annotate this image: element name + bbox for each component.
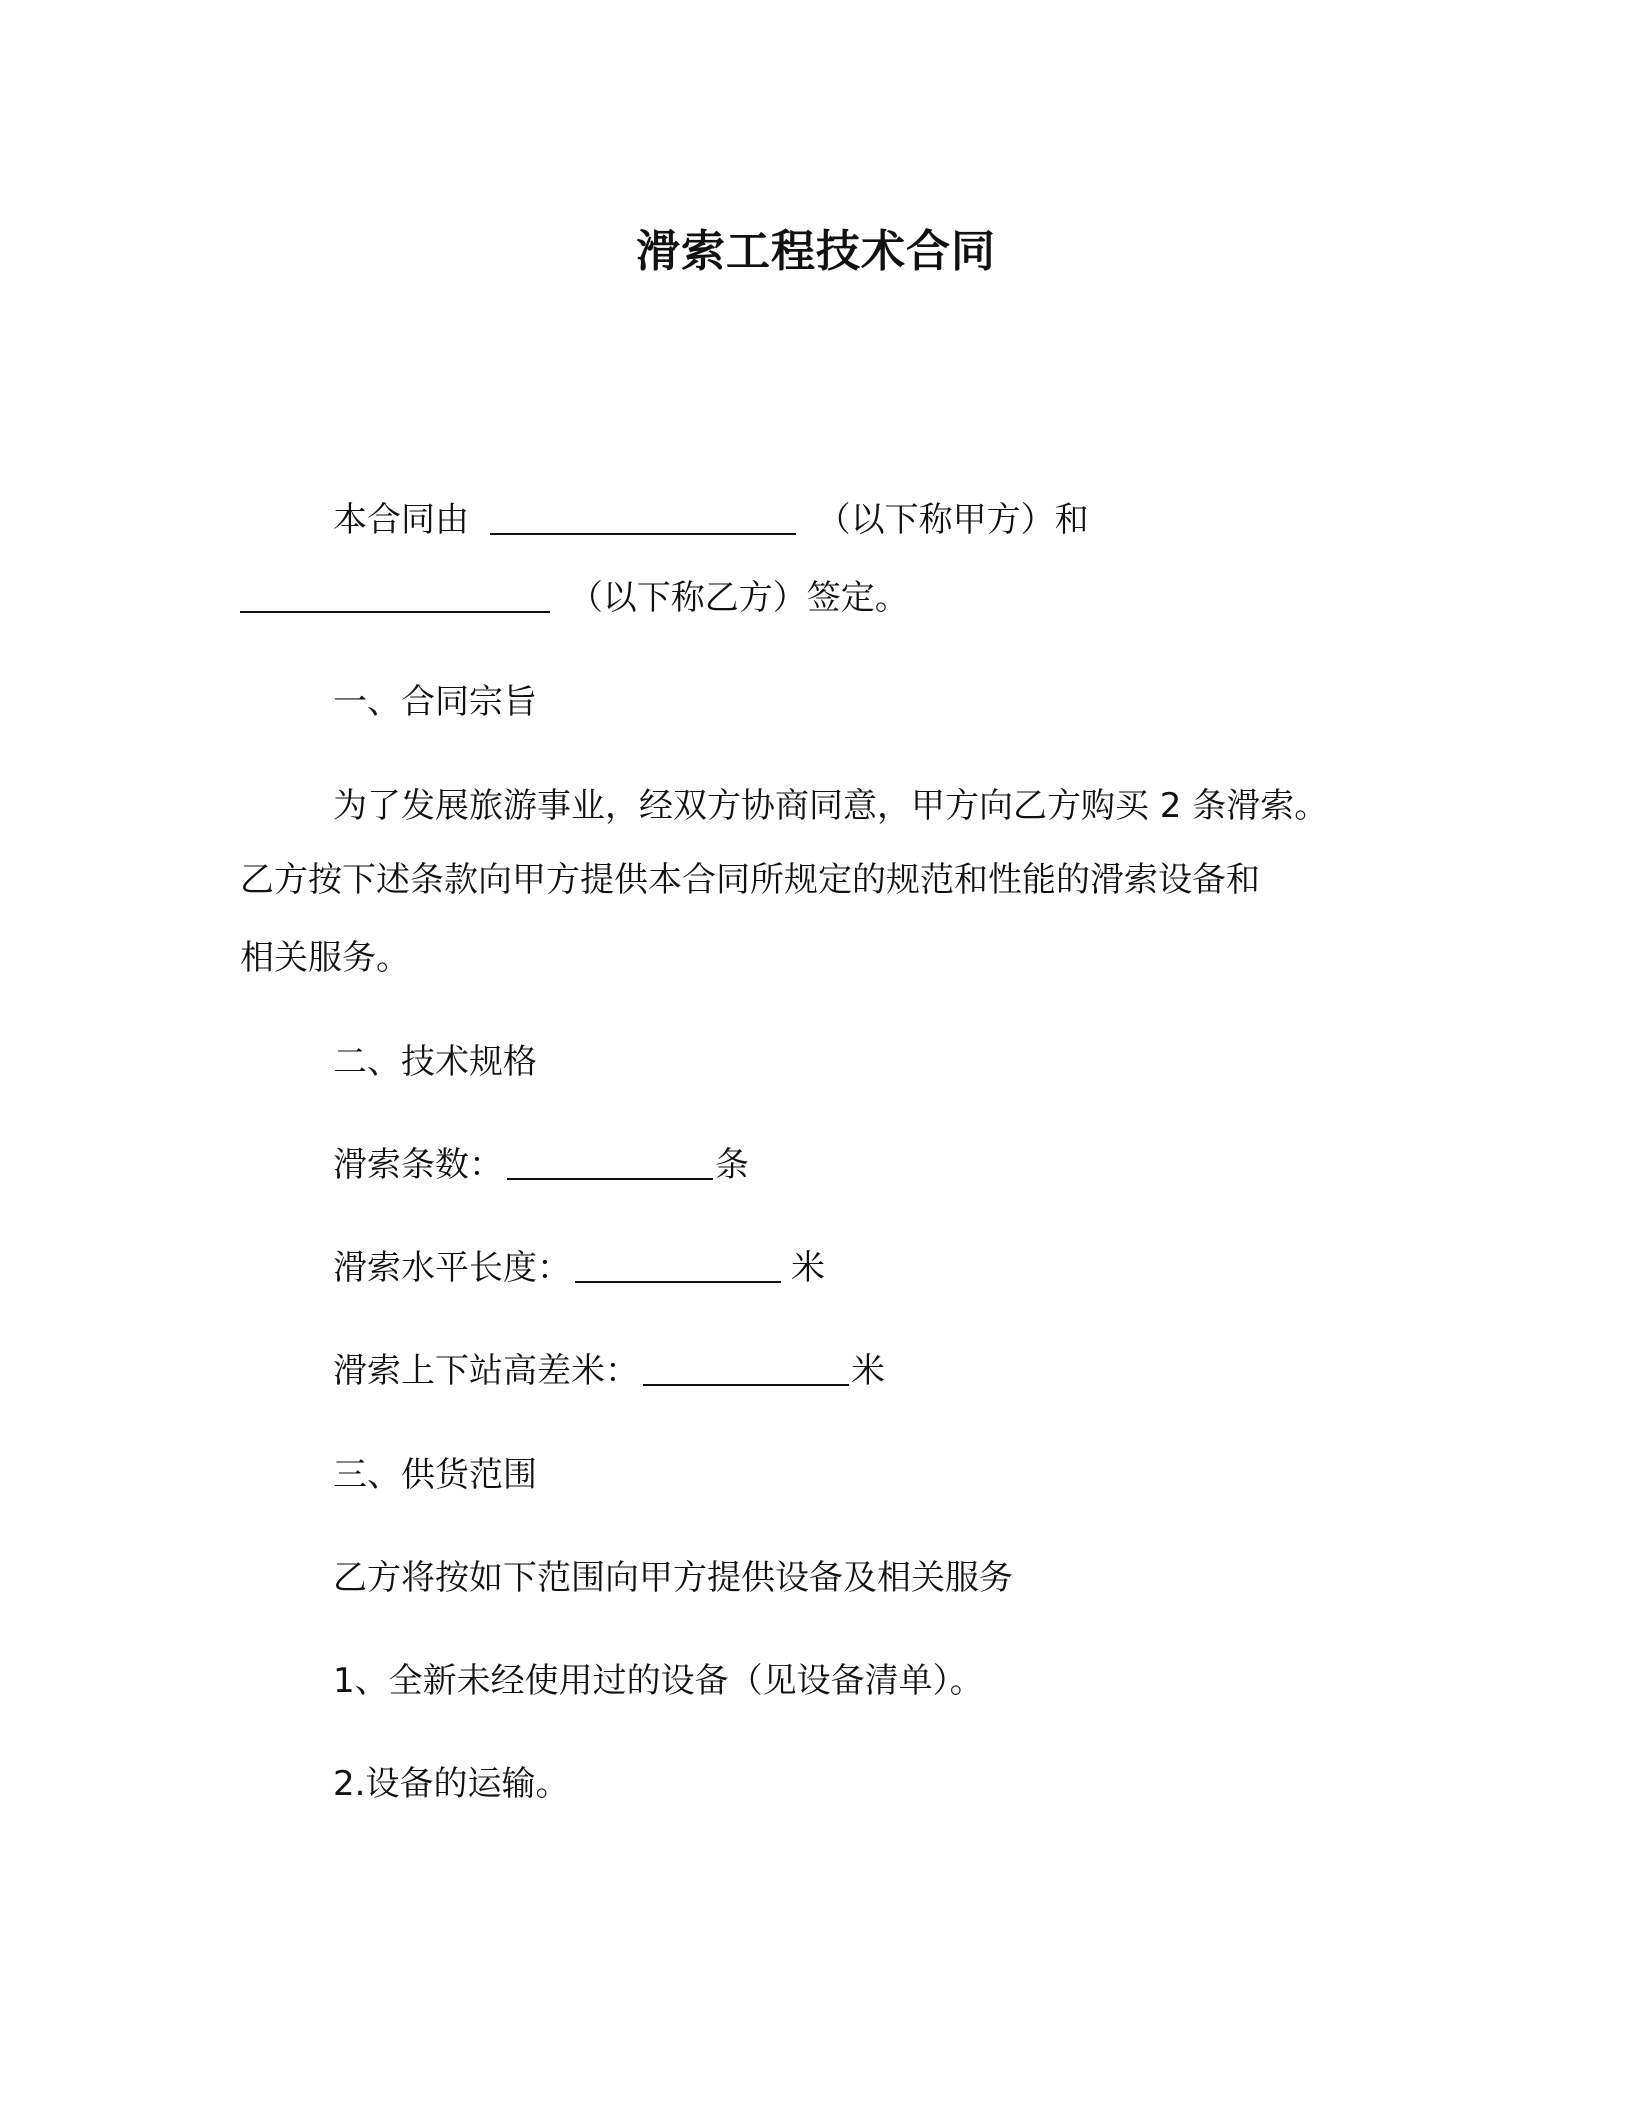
section-1-para-line-2: 乙方按下述条款向甲方提供本合同所规定的规范和性能的滑索设备和 bbox=[240, 860, 1260, 900]
document-title: 滑索工程技术合同 bbox=[636, 226, 996, 277]
spec-item-count bbox=[333, 1140, 749, 1190]
section-1-para-line-1: 为了发展旅游事业，经双方协商同意，甲方向乙方购买 2 条滑索。 bbox=[333, 786, 1329, 826]
spec-item-length bbox=[333, 1243, 825, 1293]
spec-count-label: 滑索条数： bbox=[333, 1145, 503, 1185]
section-2-heading: 二、技术规格 bbox=[333, 1042, 537, 1082]
intro-party-a-suffix: （以下称甲方）和 bbox=[816, 500, 1089, 540]
party-a-blank bbox=[490, 497, 796, 535]
spec-count-blank bbox=[507, 1142, 713, 1180]
spec-length-label: 滑索水平长度： bbox=[333, 1248, 571, 1288]
intro-line-2 bbox=[240, 573, 909, 623]
intro-prefix: 本合同由 bbox=[333, 500, 469, 540]
intro-line-1 bbox=[333, 495, 1089, 545]
intro-party-b-suffix: （以下称乙方）签定。 bbox=[568, 578, 909, 618]
spec-height-blank bbox=[643, 1348, 849, 1386]
section-1-para-line-3: 相关服务。 bbox=[240, 938, 410, 978]
section-3-heading: 三、供货范围 bbox=[333, 1455, 537, 1495]
spec-height-label: 滑索上下站高差米： bbox=[333, 1351, 639, 1391]
section-3-item-1: 1、全新未经使用过的设备（见设备清单）。 bbox=[333, 1661, 984, 1701]
spec-length-unit: 米 bbox=[791, 1248, 825, 1288]
spec-length-blank bbox=[575, 1245, 781, 1283]
section-1-heading: 一、合同宗旨 bbox=[333, 682, 537, 722]
spec-height-unit: 米 bbox=[851, 1351, 885, 1391]
spec-count-unit: 条 bbox=[715, 1145, 749, 1185]
section-3-intro: 乙方将按如下范围向甲方提供设备及相关服务 bbox=[333, 1558, 1013, 1598]
section-3-item-2: 2.设备的运输。 bbox=[333, 1764, 570, 1804]
party-b-blank bbox=[240, 575, 550, 613]
spec-item-height bbox=[333, 1346, 885, 1396]
